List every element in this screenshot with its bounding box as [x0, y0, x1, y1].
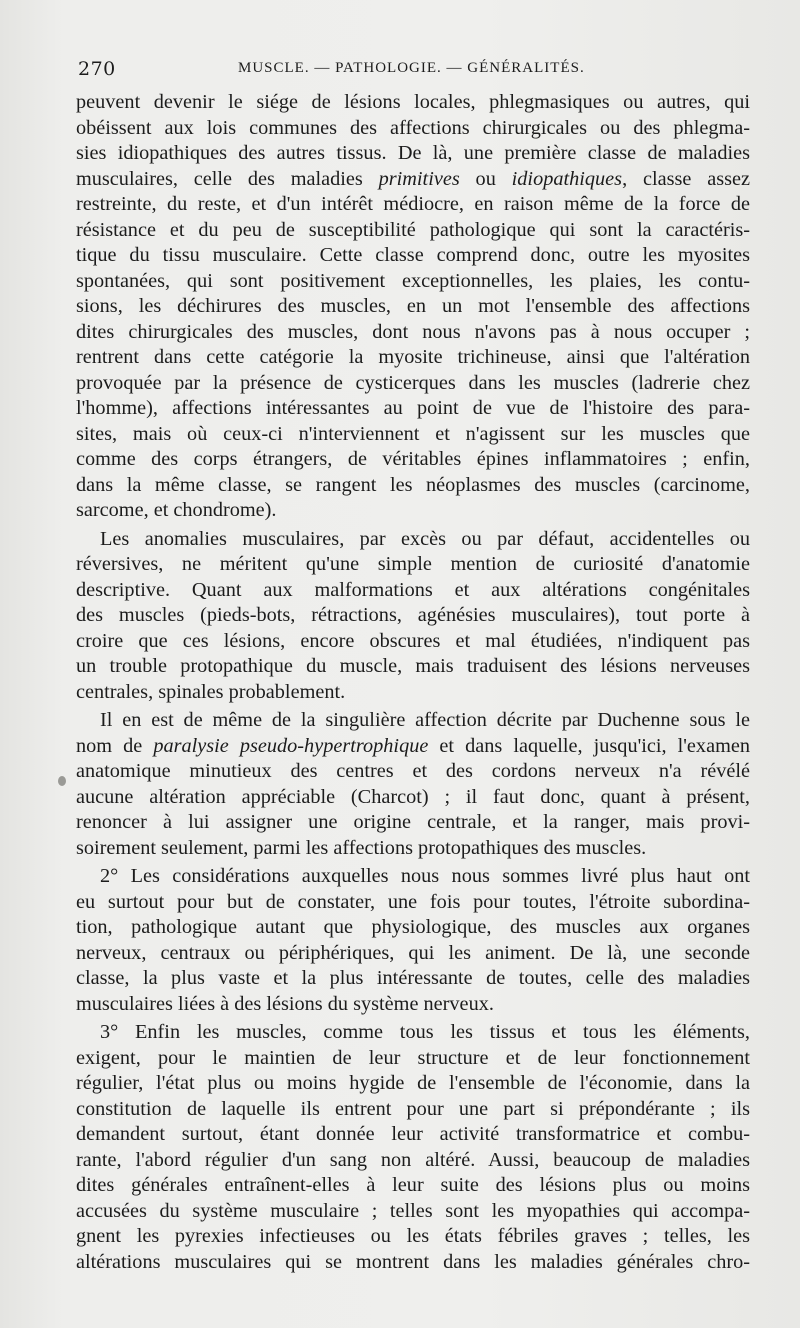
body-text — [76, 90, 750, 1275]
text-line: Il en est de même de la singulière affection décrite par Duchenne sous le — [100, 709, 750, 731]
paragraph — [76, 1020, 750, 1275]
text-line: l'homme), affections intéressantes au point de vue de l'histoire des para- — [76, 397, 750, 419]
text-line: sarcome, et chondrome). — [76, 499, 277, 521]
text-line: tion, pathologique autant que physiologique, des muscles aux organes — [76, 916, 750, 938]
text-line: régulier, l'état plus ou moins hygide de l'ensemble de l'économie, dans la — [76, 1072, 750, 1094]
running-head: MUSCLE. — PATHOLOGIE. — GÉNÉRALITÉS. — [238, 60, 585, 76]
paragraph — [76, 90, 750, 524]
text-line: obéissent aux lois communes des affections chirurgicales ou des phlegma- — [76, 116, 750, 139]
text-line: dans la même classe, se rangent les néoplasmes des muscles (carcinome, — [76, 473, 750, 496]
text-line: descriptive. Quant aux malformations et aux altérations congénitales — [76, 578, 750, 601]
italic-term: paralysie pseudo-hypertrophique — [153, 734, 429, 757]
text-line: résistance et du peu de susceptibilité pathologique qui sont la caractéris- — [76, 218, 750, 241]
text-line: des muscles (pieds-bots, rétractions, agénésies musculaires), tout porte à — [76, 604, 750, 626]
text-line: soirement seulement, parmi les affections protopathiques des muscles. — [76, 836, 647, 859]
text-line: restreinte, du reste, et d'un intérêt médiocre, en raison même de la force de — [76, 193, 750, 215]
text-line: musculaires liées à des lésions du système nerveux. — [76, 992, 494, 1015]
text-line: gnent les pyrexies infectieuses ou les états fébriles graves ; telles, les — [76, 1225, 750, 1247]
italic-term: primitives — [378, 167, 460, 190]
text-line: 3° Enfin les muscles, comme tous les tissus et tous les éléments, — [100, 1021, 750, 1043]
text-line: rante, l'abord régulier d'un sang non altéré. Aussi, beaucoup de maladies — [76, 1148, 750, 1171]
text-line: exigent, pour le maintien de leur structure et de leur fonctionnement — [76, 1046, 750, 1069]
italic-term: idiopathiques — [511, 167, 623, 190]
text-line: spontanées, qui sont positivement exceptionnelles, les plaies, les contu- — [76, 269, 750, 292]
text-line: Les anomalies musculaires, par excès ou par défaut, accidentelles ou — [100, 527, 750, 550]
text-line: demandent surtout, étant donnée leur activité transformatrice et combu- — [76, 1123, 750, 1145]
text-line: centrales, spinales probablement. — [76, 680, 346, 703]
text-line: aucune altération appréciable (Charcot) ; il faut donc, quant à présent, — [76, 785, 750, 808]
paragraph — [76, 864, 750, 1017]
paragraph — [76, 708, 750, 861]
text-line: classe, la plus vaste et la plus intéressante de toutes, celle des maladies — [76, 967, 750, 989]
text-line: altérations musculaires qui se montrent dans les maladies générales chro- — [76, 1250, 750, 1273]
text-line: un trouble protopathique du muscle, mais traduisent des lésions nerveuses — [76, 655, 750, 677]
text-line: comme des corps étrangers, de véritables épines inflammatoires ; enfin, — [76, 448, 750, 470]
ink-speck — [58, 776, 66, 786]
text-line: dites générales entraînent-elles à leur suite des lésions plus ou moins — [76, 1174, 750, 1196]
text-line: réversives, ne méritent qu'une simple mention de curiosité d'anatomie — [76, 553, 750, 575]
page-number: 270 — [78, 58, 116, 80]
text-line: anatomique minutieux des centres et des cordons nerveux n'a révélé — [76, 760, 750, 782]
text-line: constitution de laquelle ils entrent pour une part si prépondérante ; ils — [76, 1097, 750, 1120]
text-line: tique du tissu musculaire. Cette classe comprend donc, outre les myosites — [76, 244, 750, 266]
text-line: sions, les déchirures des muscles, en un mot l'ensemble des affections — [76, 295, 750, 317]
text-line: renoncer à lui assigner une origine centrale, et la ranger, mais provi- — [76, 811, 750, 833]
text-line: nerveux, centraux ou périphériques, qui les animent. De là, une seconde — [76, 941, 750, 964]
text-line: eu surtout pour but de constater, une fois pour toutes, l'étroite subordina- — [76, 890, 750, 913]
text-line: accusées du système musculaire ; telles sont les myopathies qui accompa- — [76, 1199, 750, 1222]
text-line: croire que ces lésions, encore obscures et mal étudiées, n'indiquent pas — [76, 629, 750, 652]
text-line: 2° Les considérations auxquelles nous nous sommes livré plus haut ont — [100, 865, 750, 887]
page-header — [78, 58, 750, 84]
text-line: nom de paralysie pseudo-hypertrophique et dans laquelle, jusqu'ici, l'examen — [76, 734, 750, 757]
text-line: dites chirurgicales des muscles, dont nous n'avons pas à nous occuper ; — [76, 320, 750, 343]
text-line: peuvent devenir le siége de lésions locales, phlegmasiques ou autres, qui — [76, 91, 750, 113]
paragraph — [76, 527, 750, 706]
text-line: sites, mais où ceux-ci n'interviennent et n'agissent sur les muscles que — [76, 422, 750, 445]
text-line: sies idiopathiques des autres tissus. De là, une première classe de maladies — [76, 142, 750, 164]
text-line: musculaires, celle des maladies primitives ou idiopathiques, classe assez — [76, 167, 750, 190]
text-line: provoquée par la présence de cysticerques dans les muscles (ladrerie chez — [76, 371, 750, 394]
text-line: rentrent dans cette catégorie la myosite trichineuse, ainsi que l'altération — [76, 346, 750, 368]
